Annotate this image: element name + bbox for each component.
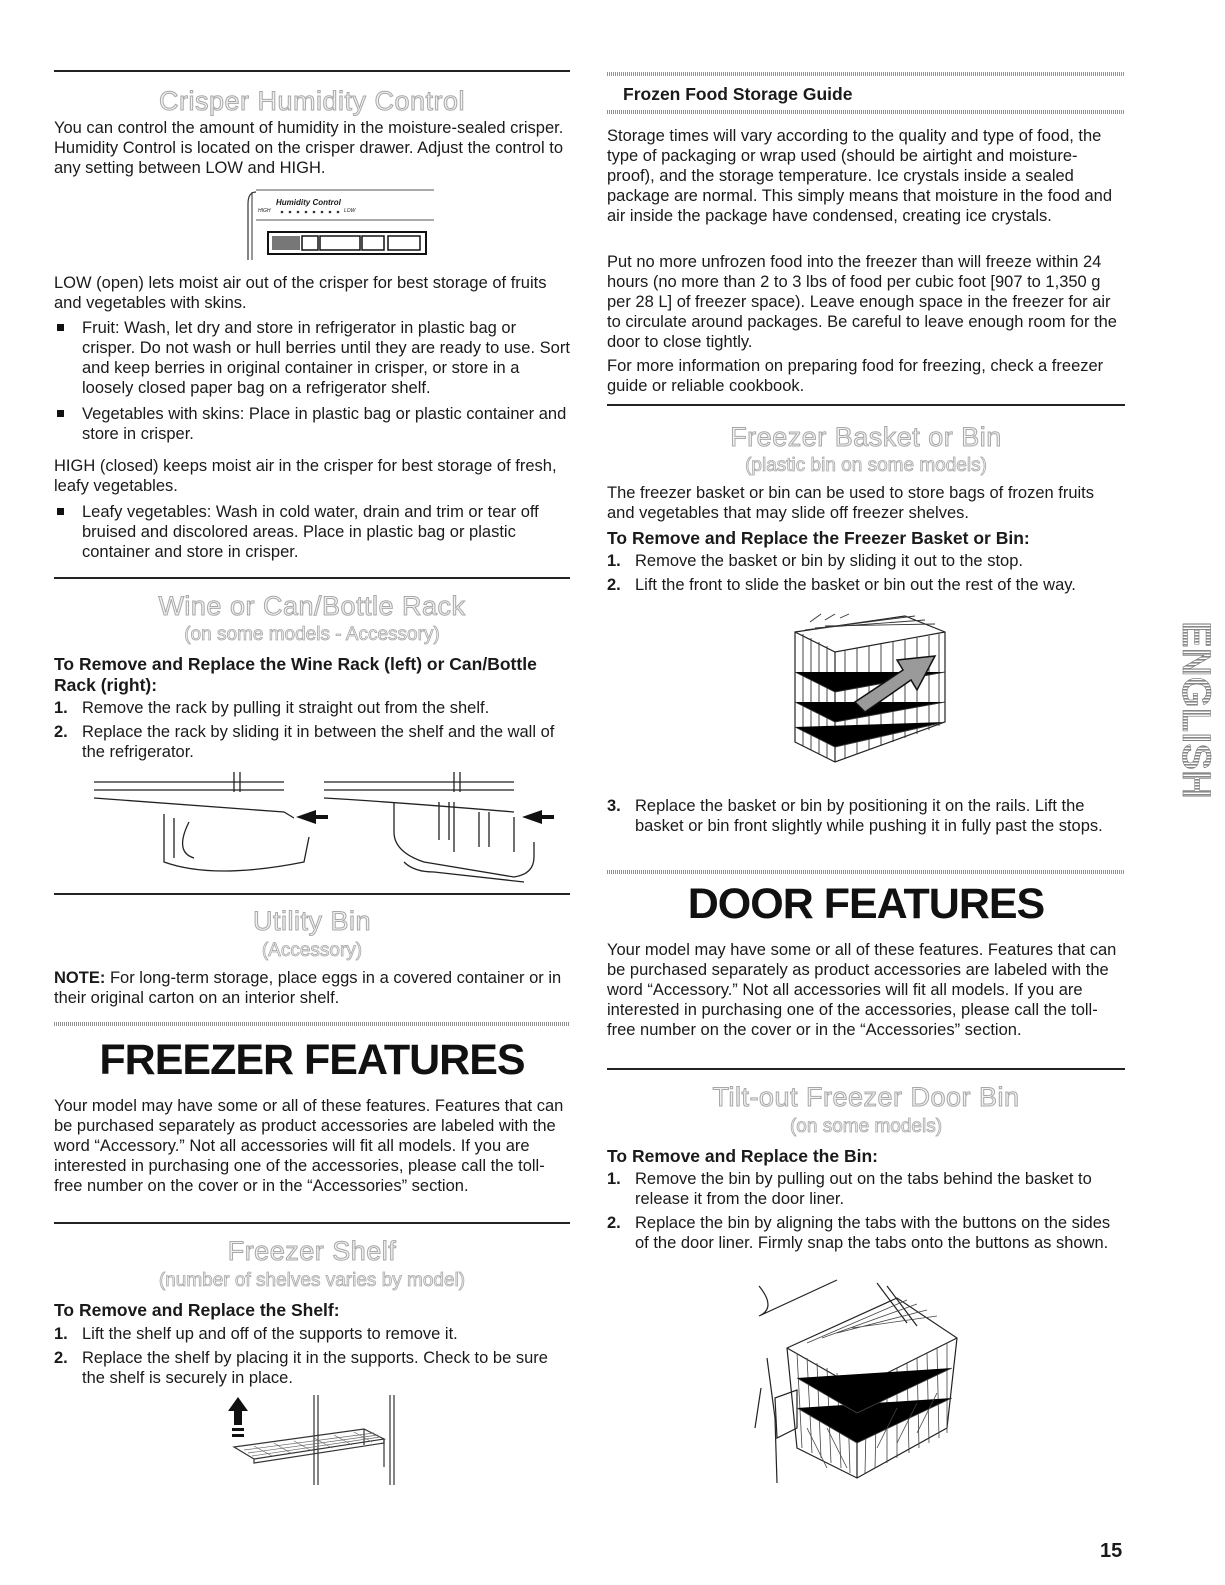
storage-guide-p2: Put no more unfrozen food into the freezer than will freeze within 24 hours (no more than 2 to 3 lbs of food per cubic foot [907 to 1,350 g per 28 L] of freezer space). Leave enough space in the freezer for air to circulate around packages. Be careful to leave enough room for the door to close tightly. [607, 253, 1117, 351]
note-text: For long-term storage, place eggs in a covered container or in their original carton on an interior shelf. [54, 969, 562, 1007]
step-text: Remove the basket or bin by sliding it out to the stop. [635, 552, 1023, 570]
utility-bin-title: Utility Bin [252, 906, 372, 936]
step-item [54, 1348, 570, 1388]
wine-rack-illustration [94, 762, 554, 887]
storage-guide-p1: Storage times will vary according to the quality and type of food, the type of packaging or wrap used (should be airtight and moisture-proof), and the storage temperature. Ice crystals inside a sealed package are normal. This simply means that moisture in the food and air inside the package have condensed, creating ice crystals. [607, 127, 1113, 225]
step-number: 2. [607, 576, 621, 594]
door-features-heading: DOOR FEATURES [687, 880, 1045, 928]
high-setting-text: HIGH (closed) keeps moist air in the crisper for best storage of fresh, leafy vegetables. [54, 457, 557, 495]
low-setting-text: LOW (open) lets moist air out of the crisper for best storage of fruits and vegetables with skins. [54, 274, 547, 312]
list-item: Fruit: Wash, let dry and store in refrigerator in plastic bag or crisper. Do not wash or hull berries until they are ready to use. Sort and keep berries in original container in crisper, or store in a loosely closed paper bag on a refrigerator shelf. [54, 318, 570, 398]
door-bin-heading: To Remove and Replace the Bin: [607, 1146, 878, 1166]
section-divider [54, 70, 570, 72]
step-text: Replace the shelf by placing it in the supports. Check to be sure the shelf is securely in place. [82, 1349, 548, 1387]
section-divider [54, 1022, 570, 1026]
humidity-control-label: Humidity Control [276, 198, 341, 207]
door-bin-title: Tilt-out Freezer Door Bin [712, 1082, 1020, 1112]
step-item [607, 575, 1125, 595]
step-item [54, 698, 570, 718]
crisper-title: Crisper Humidity Control [158, 86, 466, 116]
section-divider [607, 1068, 1125, 1070]
step-number: 2. [54, 723, 68, 741]
humidity-control-figure [246, 184, 436, 260]
freezer-features-heading: FREEZER FEATURES [99, 1036, 525, 1084]
step-item [54, 722, 570, 762]
wine-rack-title: Wine or Can/Bottle Rack [158, 591, 466, 621]
section-divider [54, 893, 570, 895]
section-divider [607, 110, 1125, 114]
humidity-scale-low: LOW [344, 208, 356, 214]
section-divider [607, 870, 1125, 874]
freezer-basket-intro: The freezer basket or bin can be used to store bags of frozen fruits and vegetables that may slide off freezer shelves. [607, 484, 1095, 522]
freezer-basket-steps-cont [607, 796, 1125, 840]
step-item [607, 1213, 1125, 1253]
utility-bin-note [54, 968, 570, 1008]
step-text: Remove the rack by pulling it straight out from the shelf. [82, 699, 490, 717]
wine-rack-steps [54, 698, 570, 766]
step-item [54, 1324, 570, 1344]
freezer-shelf-heading: To Remove and Replace the Shelf: [54, 1300, 340, 1320]
step-number: 1. [607, 552, 621, 570]
freezer-basket-illustration [785, 612, 950, 792]
door-features-intro: Your model may have some or all of these features. Features that can be purchased separately as product accessories are labeled with the word “Accessory.” Not all accessories will fit all models. If you are interested in purchasing one of the accessories, please call the toll-free number on the cover or in the “Accessories” section. [607, 941, 1117, 1039]
step-number: 3. [607, 797, 621, 815]
freezer-basket-title: Freezer Basket or Bin [730, 422, 1002, 452]
section-divider [607, 72, 1125, 76]
high-setting-list [54, 502, 570, 568]
step-item [607, 1169, 1125, 1209]
freezer-basket-subtitle: (plastic bin on some models) [745, 455, 987, 476]
section-divider [607, 404, 1125, 406]
wine-rack-subtitle: (on some models - Accessory) [184, 624, 440, 645]
freezer-shelf-illustration [224, 1395, 414, 1490]
note-label: NOTE: [54, 969, 106, 987]
list-item: Leafy vegetables: Wash in cold water, drain and trim or tear off bruised and discolored areas. Place in plastic bag or plastic container and store in crisper. [54, 502, 570, 562]
step-text: Remove the bin by pulling out on the tabs behind the basket to release it from the door liner. [635, 1170, 1092, 1208]
step-text: Replace the basket or bin by positioning it on the rails. Lift the basket or bin front slightly while pushing it in fully past the stops. [635, 797, 1103, 835]
low-setting-list [54, 318, 570, 450]
freezer-features-intro: Your model may have some or all of these features. Features that can be purchased separately as product accessories are labeled with the word “Accessory.” Not all accessories will fit all models. If you are interested in purchasing one of the accessories, please call the toll-free number on the cover or in the “Accessories” section. [54, 1097, 564, 1195]
step-number: 2. [607, 1214, 621, 1232]
step-text: Replace the rack by sliding it in between the shelf and the wall of the refrigerator. [82, 723, 555, 761]
step-item [607, 551, 1125, 571]
step-text: Lift the shelf up and off of the supports to remove it. [82, 1325, 458, 1343]
list-item: Vegetables with skins: Place in plastic bag or plastic container and store in crisper. [54, 404, 570, 444]
freezer-basket-heading: To Remove and Replace the Freezer Basket or Bin: [607, 528, 1030, 548]
freezer-shelf-steps [54, 1324, 570, 1392]
door-bin-steps [607, 1169, 1125, 1257]
freezer-basket-steps [607, 551, 1125, 599]
step-text: Lift the front to slide the basket or bin out the rest of the way. [635, 576, 1076, 594]
freezer-shelf-subtitle: (number of shelves varies by model) [158, 1270, 466, 1291]
step-item [607, 796, 1125, 836]
step-number: 1. [54, 699, 68, 717]
storage-guide-heading: Frozen Food Storage Guide [623, 84, 853, 104]
door-bin-illustration [747, 1278, 967, 1483]
step-number: 2. [54, 1349, 68, 1367]
page-number: 15 [1100, 1540, 1123, 1562]
door-bin-subtitle: (on some models) [789, 1116, 943, 1137]
step-number: 1. [54, 1325, 68, 1343]
utility-bin-subtitle: (Accessory) [261, 940, 363, 961]
section-divider [54, 577, 570, 579]
freezer-shelf-title: Freezer Shelf [227, 1236, 397, 1266]
section-divider [54, 1222, 570, 1224]
step-text: Replace the bin by aligning the tabs with the buttons on the sides of the door liner. Firmly snap the tabs onto the buttons as shown. [635, 1214, 1111, 1252]
crisper-intro: You can control the amount of humidity in the moisture-sealed crisper. Humidity Control is located on the crisper drawer. Adjust the control to any setting between LOW and HIGH. [54, 119, 564, 177]
storage-guide-p3: For more information on preparing food for freezing, check a freezer guide or reliable cookbook. [607, 357, 1104, 395]
humidity-scale-high: HIGH [258, 208, 271, 214]
language-tab [1150, 565, 1218, 855]
wine-rack-heading: To Remove and Replace the Wine Rack (left) or Can/Bottle Rack (right): [54, 654, 537, 695]
language-tab-text: ENGLISH [1174, 621, 1218, 799]
step-number: 1. [607, 1170, 621, 1188]
